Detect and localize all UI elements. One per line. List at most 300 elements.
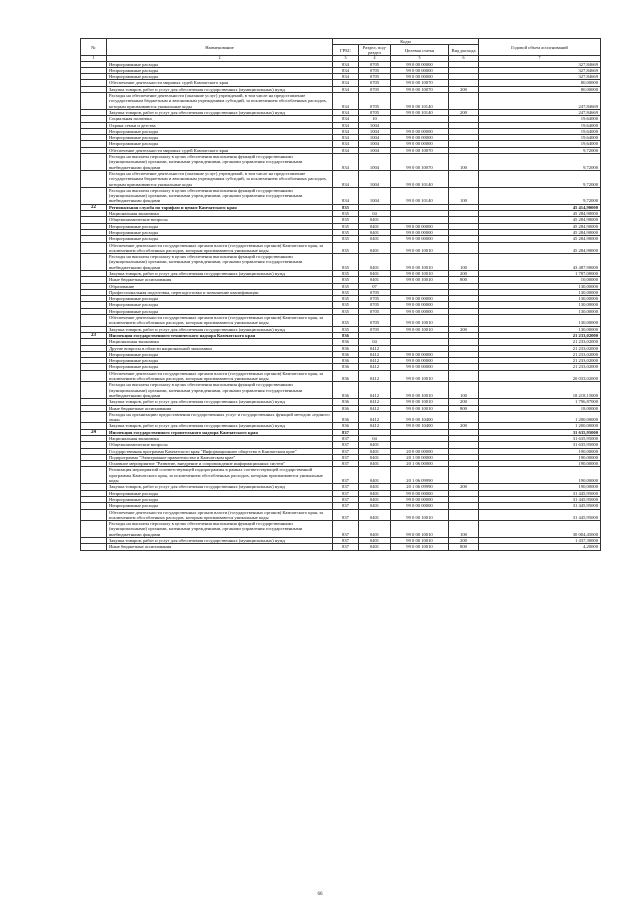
table-row	[81, 315, 601, 327]
row-sum: 19,64000	[479, 122, 601, 128]
row-vr: 200	[449, 399, 479, 405]
row-sum: 80,00000	[479, 80, 601, 86]
row-name: Охрана семьи и детства	[107, 122, 333, 128]
row-grbs: 837	[333, 484, 359, 490]
row-cs: 99 0 00 10140	[391, 109, 449, 115]
row-sum: 45 284,90000	[479, 229, 601, 235]
row-sum: 80,00000	[479, 86, 601, 92]
row-grbs: 836	[333, 382, 359, 399]
row-name: Реализация мероприятий соответствующей подпрограммы в рамках соответствующей государственной программы Камчатского края, за исключением обособленных расходов, которым присваиваются уникальные коды	[107, 467, 333, 484]
row-cs: 99 0 00 10010	[391, 315, 449, 327]
row-razdel: 1004	[359, 128, 391, 134]
row-number	[81, 154, 107, 171]
row-name: Непрограммные расходы	[107, 503, 333, 509]
row-vr	[449, 93, 479, 110]
row-vr: 800	[449, 544, 479, 550]
row-name: Обеспечение деятельности мировых судей Камчатского края	[107, 80, 333, 86]
row-sum: 9,72000	[479, 187, 601, 204]
row-sum: 4,20000	[479, 544, 601, 550]
row-sum: 18,00000	[479, 405, 601, 411]
row-vr	[449, 411, 479, 423]
index-cell: 1	[81, 56, 107, 62]
row-grbs: 834	[333, 80, 359, 86]
row-cs: 99 0 00 10400	[391, 411, 449, 423]
row-sum: 190,00000	[479, 454, 601, 460]
row-razdel: 0401	[359, 467, 391, 484]
row-sum: 19,64000	[479, 141, 601, 147]
row-sum: 1 437,30000	[479, 538, 601, 544]
row-number	[81, 509, 107, 521]
row-razdel: 0401	[359, 544, 391, 550]
row-grbs: 835	[333, 296, 359, 302]
row-cs: 99 0 00 00000	[391, 351, 449, 357]
row-sum: 31 445,95000	[479, 490, 601, 496]
row-sum: 31 445,95000	[479, 503, 601, 509]
row-vr: 100	[449, 521, 479, 538]
row-sum: 45 284,90000	[479, 242, 601, 254]
row-sum: 31 635,95000	[479, 429, 601, 435]
row-sum: 9,72000	[479, 147, 601, 153]
row-name: Расходы на выплаты персоналу в целях обеспечения выполнения функций государственными (муниципальными) органами, казенными учреждениями, органами управления государственными внебюджетными фондами	[107, 521, 333, 538]
row-razdel: 0412	[359, 351, 391, 357]
row-razdel: 0705	[359, 67, 391, 73]
row-grbs: 836	[333, 345, 359, 351]
row-grbs: 834	[333, 187, 359, 204]
row-name: Непрограммные расходы	[107, 67, 333, 73]
row-name: Расходы на организацию предоставления государственных услуг и государственных функций методом «единого окна»	[107, 411, 333, 423]
row-razdel: 0401	[359, 509, 391, 521]
row-cs: 99 0 00 00000	[391, 229, 449, 235]
row-name: Обеспечение деятельности государственных органов власти (государственных органов) Камчатского края, за исключением обособленных расходов, которым присваиваются уникальные коды	[107, 242, 333, 254]
row-razdel: 0401	[359, 454, 391, 460]
table-row	[81, 170, 601, 187]
row-grbs: 837	[333, 436, 359, 442]
table-row	[81, 521, 601, 538]
row-razdel: 0412	[359, 358, 391, 364]
row-name: Закупка товаров, работ и услуг для обеспечения государственных (муниципальных) нужд	[107, 484, 333, 490]
row-grbs: 836	[333, 332, 359, 338]
row-sum: 190,00000	[479, 484, 601, 490]
row-name: Расходы на выплаты персоналу в целях обеспечения выполнения функций государственными (муниципальными) органами, казенными учреждениями, органами управления государственными внебюджетными фондами	[107, 154, 333, 171]
row-cs: 99 0 00 00000	[391, 223, 449, 229]
row-sum: 190,00000	[479, 461, 601, 467]
row-razdel: 0705	[359, 80, 391, 86]
row-grbs: 837	[333, 496, 359, 502]
row-number	[81, 467, 107, 484]
row-razdel: 0705	[359, 308, 391, 314]
row-sum: 130,00000	[479, 315, 601, 327]
row-grbs: 834	[333, 122, 359, 128]
row-cs: 99 0 00 10140	[391, 170, 449, 187]
row-name: Непрограммные расходы	[107, 351, 333, 357]
row-grbs: 836	[333, 399, 359, 405]
row-name: Общеэкономические вопросы	[107, 442, 333, 448]
row-number	[81, 521, 107, 538]
row-name: Непрограммные расходы	[107, 141, 333, 147]
row-name: Профессиональная подготовка, переподготовка и повышение квалификации	[107, 289, 333, 295]
row-sum: 19,64000	[479, 116, 601, 122]
row-sum: 45 284,90000	[479, 217, 601, 223]
budget-allocation-table	[80, 38, 601, 551]
row-vr: 800	[449, 405, 479, 411]
row-cs: 99 0 00 10010	[391, 382, 449, 399]
row-razdel: 0401	[359, 254, 391, 271]
row-razdel: 0401	[359, 277, 391, 283]
row-cs: 99 0 00 10070	[391, 154, 449, 171]
row-grbs: 835	[333, 229, 359, 235]
row-razdel: 07	[359, 283, 391, 289]
row-sum: 130,00000	[479, 296, 601, 302]
row-razdel: 1004	[359, 187, 391, 204]
row-sum: 18 218,15000	[479, 382, 601, 399]
row-name: Непрограммные расходы	[107, 296, 333, 302]
row-grbs: 837	[333, 442, 359, 448]
row-cs: 99 0 00 00000	[391, 490, 449, 496]
row-vr: 200	[449, 423, 479, 429]
header-kody: Коды	[333, 39, 479, 45]
row-razdel: 04	[359, 339, 391, 345]
row-name: Региональная служба по тарифам и ценам Камчатского края	[107, 204, 333, 210]
row-razdel: 1004	[359, 141, 391, 147]
row-name: Обеспечение деятельности мировых судей Камчатского края	[107, 147, 333, 153]
row-cs: 99 0 00 00000	[391, 67, 449, 73]
row-number: 24	[81, 429, 107, 435]
header-sum: Годовой объем ассигнований	[479, 39, 601, 56]
row-sum: 190,00000	[479, 448, 601, 454]
row-cs: 99 0 00 00000	[391, 308, 449, 314]
row-sum: 10,00000	[479, 277, 601, 283]
row-grbs: 837	[333, 544, 359, 550]
row-name: Закупка товаров, работ и услуг для обеспечения государственных (муниципальных) нужд	[107, 538, 333, 544]
row-grbs: 835	[333, 223, 359, 229]
row-razdel: 0705	[359, 61, 391, 67]
table-row	[81, 154, 601, 171]
row-grbs: 835	[333, 302, 359, 308]
row-grbs: 837	[333, 448, 359, 454]
row-cs: 20 1 06 09990	[391, 467, 449, 484]
row-vr	[449, 242, 479, 254]
index-cell: 2	[107, 56, 333, 62]
row-grbs: 837	[333, 509, 359, 521]
row-razdel: 0401	[359, 521, 391, 538]
row-cs: 99 0 00 00000	[391, 364, 449, 370]
row-number	[81, 544, 107, 550]
table-row	[81, 382, 601, 399]
row-cs: 99 0 00 10400	[391, 423, 449, 429]
row-grbs: 837	[333, 521, 359, 538]
row-vr	[449, 467, 479, 484]
row-cs: 99 0 00 10140	[391, 93, 449, 110]
row-cs: 99 0 00 00000	[391, 358, 449, 364]
row-sum: 190,00000	[479, 467, 601, 484]
row-number	[81, 187, 107, 204]
row-sum: 19,64000	[479, 128, 601, 134]
row-grbs: 834	[333, 154, 359, 171]
row-razdel: 0401	[359, 484, 391, 490]
row-name: Расходы на обеспечение деятельности (оказание услуг) учреждений, в том числе на предоставление государственным бюджетным и автономным учреждениям субсидий, за исключением обособленных расходов, которым присваиваются уникальные коды	[107, 170, 333, 187]
row-sum: 1 796,87000	[479, 399, 601, 405]
row-name: Государственная программа Камчатского края "Информационное общество в Камчатском крае"	[107, 448, 333, 454]
index-cell: 6	[449, 56, 479, 62]
row-razdel: 0412	[359, 370, 391, 382]
row-sum: 247,84669	[479, 93, 601, 110]
row-name: Национальная экономика	[107, 436, 333, 442]
index-cell: 5	[391, 56, 449, 62]
row-sum: 130,00000	[479, 308, 601, 314]
row-razdel: 0401	[359, 538, 391, 544]
row-grbs: 835	[333, 270, 359, 276]
row-razdel: 1004	[359, 154, 391, 171]
row-cs: 99 0 00 00000	[391, 135, 449, 141]
row-sum: 20 033,02000	[479, 370, 601, 382]
row-vr: 100	[449, 382, 479, 399]
row-number	[81, 254, 107, 271]
table-row	[81, 187, 601, 204]
row-number: 22	[81, 204, 107, 210]
row-name: Обеспечение деятельности государственных органов власти (государственных органов) Камчатского края, за исключением обособленных расходов, которым присваиваются уникальные коды	[107, 509, 333, 521]
row-name: Основное мероприятие "Развитие, внедрение и сопровождение информационных систем"	[107, 461, 333, 467]
header-cs: Целевая статья	[391, 45, 449, 56]
row-sum: 247,84669	[479, 109, 601, 115]
row-name: Закупка товаров, работ и услуг для обеспечения государственных (муниципальных) нужд	[107, 86, 333, 92]
row-name: Обеспечение деятельности государственных органов власти (государственных органов) Камчатского края, за исключением обособленных расходов, которым присваиваются уникальные коды	[107, 315, 333, 327]
row-sum: 45 284,90000	[479, 236, 601, 242]
row-razdel: 0401	[359, 270, 391, 276]
row-name: Закупка товаров, работ и услуг для обеспечения государственных (муниципальных) нужд	[107, 109, 333, 115]
row-razdel: 0412	[359, 399, 391, 405]
row-name: Подпрограмма "Электронное правительство в Камчатском крае"	[107, 454, 333, 460]
row-grbs: 835	[333, 308, 359, 314]
row-razdel: 0401	[359, 448, 391, 454]
row-sum: 9,72000	[479, 154, 601, 171]
row-cs: 99 0 00 00000	[391, 302, 449, 308]
row-number	[81, 315, 107, 327]
row-grbs: 834	[333, 147, 359, 153]
row-grbs: 834	[333, 141, 359, 147]
row-cs: 99 0 00 10140	[391, 187, 449, 204]
row-sum: 327,84669	[479, 61, 601, 67]
row-grbs: 837	[333, 454, 359, 460]
row-razdel: 0705	[359, 289, 391, 295]
row-vr: 200	[449, 484, 479, 490]
row-sum: 31 445,95000	[479, 496, 601, 502]
header-num: №	[81, 39, 107, 56]
row-cs: 99 0 00 00000	[391, 74, 449, 80]
row-razdel: 0705	[359, 326, 391, 332]
row-cs: 99 0 00 10070	[391, 80, 449, 86]
row-razdel: 0401	[359, 217, 391, 223]
row-name: Непрограммные расходы	[107, 135, 333, 141]
row-name: Расходы на обеспечение деятельности (оказание услуг) учреждений, в том числе на предоставление государственным бюджетным и автономным учреждениям субсидий, за исключением обособленных расходов, которым присваиваются уникальные коды	[107, 93, 333, 110]
header-vr: Вид расхода	[449, 45, 479, 56]
row-sum: 21 233,02000	[479, 351, 601, 357]
row-grbs: 836	[333, 358, 359, 364]
row-cs: 20 1 06 00000	[391, 461, 449, 467]
row-sum: 21 233,02000	[479, 358, 601, 364]
row-grbs: 834	[333, 109, 359, 115]
row-razdel: 0412	[359, 423, 391, 429]
row-vr: 100	[449, 254, 479, 271]
row-sum: 19,64000	[479, 135, 601, 141]
row-name: Иные бюджетные ассигнования	[107, 405, 333, 411]
row-name: Непрограммные расходы	[107, 236, 333, 242]
row-number	[81, 242, 107, 254]
row-sum: 130,00000	[479, 302, 601, 308]
row-name: Закупка товаров, работ и услуг для обеспечения государственных (муниципальных) нужд	[107, 270, 333, 276]
row-grbs: 837	[333, 490, 359, 496]
row-number	[81, 170, 107, 187]
row-cs: 99 0 00 00000	[391, 296, 449, 302]
row-cs: 99 0 00 10010	[391, 277, 449, 283]
row-razdel: 04	[359, 436, 391, 442]
row-cs: 20 1 00 00000	[391, 454, 449, 460]
row-name: Непрограммные расходы	[107, 302, 333, 308]
row-cs: 99 0 00 10010	[391, 399, 449, 405]
row-grbs: 835	[333, 254, 359, 271]
row-grbs: 834	[333, 86, 359, 92]
row-sum: 327,84669	[479, 74, 601, 80]
row-razdel: 0412	[359, 405, 391, 411]
row-name: Национальная экономика	[107, 339, 333, 345]
row-razdel: 0412	[359, 411, 391, 423]
row-razdel: 0412	[359, 364, 391, 370]
row-razdel: 0401	[359, 223, 391, 229]
row-vr: 200	[449, 326, 479, 332]
row-cs: 20 0 00 00000	[391, 448, 449, 454]
row-name: Закупка товаров, работ и услуг для обеспечения государственных (муниципальных) нужд	[107, 326, 333, 332]
row-name: Непрограммные расходы	[107, 496, 333, 502]
row-razdel: 0705	[359, 315, 391, 327]
row-sum: 31 635,95000	[479, 436, 601, 442]
row-vr	[449, 315, 479, 327]
row-name: Непрограммные расходы	[107, 229, 333, 235]
row-grbs: 834	[333, 67, 359, 73]
row-cs: 99 0 00 10010	[391, 405, 449, 411]
row-razdel: 0401	[359, 242, 391, 254]
row-grbs: 836	[333, 370, 359, 382]
row-sum: 45 284,90000	[479, 211, 601, 217]
row-grbs: 835	[333, 211, 359, 217]
row-name: Расходы на выплаты персоналу в целях обеспечения выполнения функций государственными (муниципальными) органами, казенными учреждениями, органами управления государственными внебюджетными фондами	[107, 382, 333, 399]
row-name: Непрограммные расходы	[107, 61, 333, 67]
row-cs: 99 0 00 10010	[391, 509, 449, 521]
row-razdel: 0412	[359, 382, 391, 399]
row-sum: 130,00000	[479, 289, 601, 295]
row-grbs: 836	[333, 364, 359, 370]
row-sum: 130,00000	[479, 283, 601, 289]
row-sum: 21 233,02000	[479, 332, 601, 338]
row-sum: 1 200,00000	[479, 423, 601, 429]
index-cell: 3	[333, 56, 359, 62]
row-grbs: 835	[333, 204, 359, 210]
row-grbs: 835	[333, 277, 359, 283]
row-grbs: 837	[333, 461, 359, 467]
index-cell: 4	[359, 56, 391, 62]
row-grbs: 835	[333, 242, 359, 254]
row-razdel: 0401	[359, 461, 391, 467]
page-number: 66	[317, 892, 323, 897]
row-grbs: 835	[333, 326, 359, 332]
row-name: Инспекция государственного технического надзора Камчатского края	[107, 332, 333, 338]
row-razdel: 1004	[359, 122, 391, 128]
row-name: Общеэкономические вопросы	[107, 217, 333, 223]
row-vr	[449, 370, 479, 382]
table-row	[81, 411, 601, 423]
row-grbs: 834	[333, 61, 359, 67]
table-row	[81, 509, 601, 521]
row-name: Расходы на выплаты персоналу в целях обеспечения выполнения функций государственными (муниципальными) органами, казенными учреждениями, органами управления государственными внебюджетными фондами	[107, 254, 333, 271]
row-number: 23	[81, 332, 107, 338]
row-name: Обеспечение деятельности государственных органов власти (государственных органов) Камчатского края, за исключением обособленных расходов, которым присваиваются уникальные коды	[107, 370, 333, 382]
row-grbs: 834	[333, 74, 359, 80]
row-razdel: 0401	[359, 503, 391, 509]
row-cs: 99 0 00 10010	[391, 242, 449, 254]
row-vr: 200	[449, 270, 479, 276]
row-vr: 100	[449, 187, 479, 204]
table-row	[81, 544, 601, 550]
row-name: Непрограммные расходы	[107, 308, 333, 314]
row-cs: 99 0 00 00000	[391, 236, 449, 242]
row-grbs: 835	[333, 236, 359, 242]
row-sum: 43 487,90000	[479, 254, 601, 271]
row-grbs: 836	[333, 351, 359, 357]
row-razdel: 0705	[359, 302, 391, 308]
row-cs: 99 0 00 00000	[391, 128, 449, 134]
row-vr: 200	[449, 109, 479, 115]
row-razdel: 10	[359, 116, 391, 122]
row-sum: 21 233,02000	[479, 364, 601, 370]
row-name: Непрограммные расходы	[107, 74, 333, 80]
row-vr	[449, 509, 479, 521]
row-razdel: 0705	[359, 93, 391, 110]
row-razdel: 0705	[359, 86, 391, 92]
row-cs: 99 0 00 10010	[391, 538, 449, 544]
row-razdel: 0401	[359, 236, 391, 242]
row-cs: 99 0 00 10010	[391, 254, 449, 271]
row-name: Иные бюджетные ассигнования	[107, 277, 333, 283]
row-razdel: 1004	[359, 147, 391, 153]
budget-document-page	[80, 38, 600, 551]
row-razdel: 1004	[359, 135, 391, 141]
row-grbs: 837	[333, 538, 359, 544]
row-cs: 99 0 00 00000	[391, 496, 449, 502]
row-sum: 21 233,02000	[479, 345, 601, 351]
row-razdel: 0401	[359, 442, 391, 448]
row-razdel: 0401	[359, 229, 391, 235]
row-name: Иные бюджетные ассигнования	[107, 544, 333, 550]
row-name: Национальная экономика	[107, 211, 333, 217]
row-sum: 45 414,90000	[479, 204, 601, 210]
row-razdel: 0705	[359, 109, 391, 115]
row-name: Закупка товаров, работ и услуг для обеспечения государственных (муниципальных) нужд	[107, 423, 333, 429]
row-cs: 20 1 06 09990	[391, 484, 449, 490]
row-grbs: 834	[333, 135, 359, 141]
table-row	[81, 254, 601, 271]
header-razdel: Раздел, под-раздел	[359, 45, 391, 56]
row-razdel: 1004	[359, 170, 391, 187]
row-cs: 99 0 00 10010	[391, 370, 449, 382]
row-sum: 31 445,95000	[479, 509, 601, 521]
row-grbs: 837	[333, 503, 359, 509]
row-name: Расходы на выплаты персоналу в целях обеспечения выполнения функций государственными (муниципальными) органами, казенными учреждениями, органами управления государственными внебюджетными фондами	[107, 187, 333, 204]
row-sum: 130,00000	[479, 326, 601, 332]
row-razdel: 0412	[359, 345, 391, 351]
index-cell: 7	[479, 56, 601, 62]
row-number	[81, 382, 107, 399]
row-name: Непрограммные расходы	[107, 490, 333, 496]
row-sum: 327,84669	[479, 67, 601, 73]
row-name: Закупка товаров, работ и услуг для обеспечения государственных (муниципальных) нужд	[107, 399, 333, 405]
